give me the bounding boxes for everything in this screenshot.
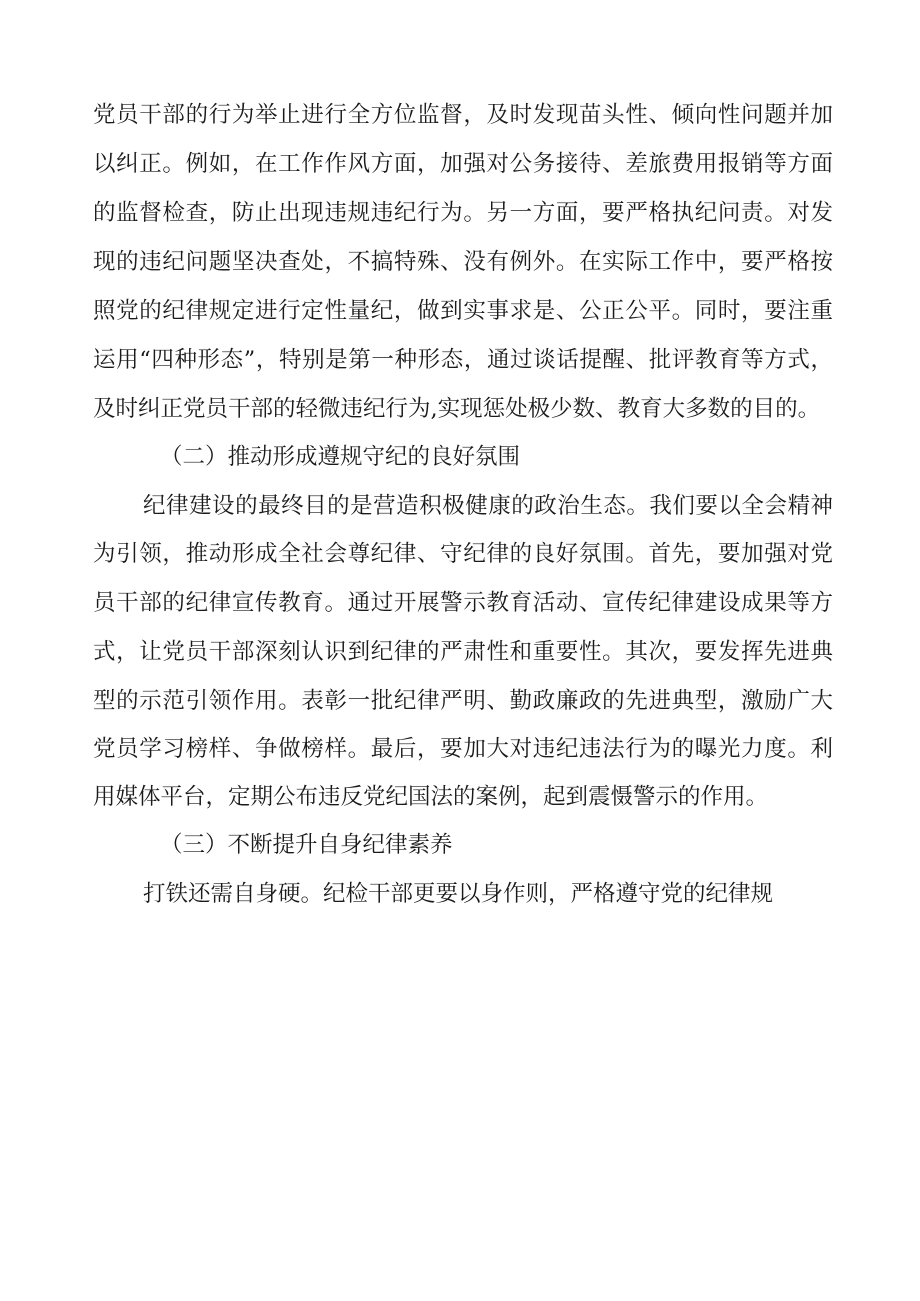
section-heading-2: （二）推动形成遵规守纪的良好氛围: [160, 444, 521, 470]
paragraph-1-line-3: 的监督检查，防止出现违规违纪行为。另一方面，要严格执纪问责。对发: [93, 200, 833, 226]
paragraph-1-line-2: 以纠正。例如，在工作作风方面，加强对公务接待、差旅费用报销等方面: [93, 151, 833, 177]
paragraph-2-line-5: 型的示范引领作用。表彰一批纪律严明、勤政廉政的先进典型，激励广大: [93, 688, 833, 714]
paragraph-2-line-7: 用媒体平台，定期公布违反党纪国法的案例，起到震慑警示的作用。: [93, 784, 769, 810]
paragraph-1-line-4: 现的违纪问题坚决查处，不搞特殊、没有例外。在实际工作中，要严格按: [93, 249, 833, 275]
paragraph-2-line-1: 纪律建设的最终目的是营造积极健康的政治生态。我们要以全会精神: [143, 493, 833, 519]
paragraph-2-line-6: 党员学习榜样、争做榜样。最后，要加大对违纪违法行为的曝光力度。利: [93, 736, 833, 762]
paragraph-1-line-6: 运用“四种形态”，特别是第一种形态，通过谈话提醒、批评教育等方式，: [93, 347, 833, 373]
paragraph-1-line-7: 及时纠正党员干部的轻微违纪行为,实现惩处极少数、教育大多数的目的。: [93, 396, 821, 422]
paragraph-3-line-1: 打铁还需自身硬。纪检干部更要以身作则，严格遵守党的纪律规: [143, 881, 774, 907]
paragraph-1-line-5: 照党的纪律规定进行定性量纪，做到实事求是、公正公平。同时，要注重: [93, 298, 833, 324]
paragraph-2-line-3: 员干部的纪律宣传教育。通过开展警示教育活动、宣传纪律建设成果等方: [93, 590, 833, 616]
paragraph-1-line-1: 党员干部的行为举止进行全方位监督，及时发现苗头性、倾向性问题并加: [93, 102, 833, 128]
section-heading-3: （三）不断提升自身纪律素养: [160, 832, 453, 858]
paragraph-2-line-2: 为引领，推动形成全社会尊纪律、守纪律的良好氛围。首先，要加强对党: [93, 541, 833, 567]
paragraph-2-line-4: 式，让党员干部深刻认识到纪律的严肃性和重要性。其次，要发挥先进典: [93, 639, 833, 665]
